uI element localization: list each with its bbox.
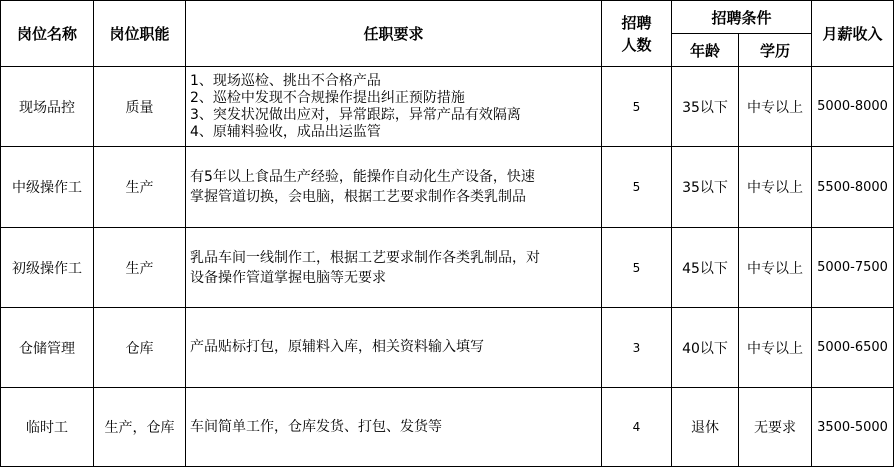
cell-salary: 5500-8000: [812, 147, 894, 228]
cell-requirements: [186, 308, 602, 388]
requirement-line: 2、巡检中发现不合规操作提出纠正预防措施: [190, 89, 465, 106]
requirement-line: 车间简单工作，仓库发货、打包、发货等: [190, 418, 442, 435]
requirement-line: 有5年以上食品生产经验，能操作自动化生产设备，快速: [190, 169, 535, 185]
header-position-name: 岗位名称: [1, 1, 94, 67]
cell-age: 退休: [672, 388, 739, 467]
header-education: 学历: [739, 34, 812, 67]
requirement-line: 1、现场巡检、挑出不合格产品: [190, 72, 381, 89]
cell-requirements: [186, 67, 602, 147]
requirement-line: 4、原辅料验收，成品出运监管: [190, 123, 381, 140]
cell-headcount: 5: [602, 228, 672, 308]
header-requirements: 任职要求: [186, 1, 602, 67]
requirement-line: 乳品车间一线制作工，根据工艺要求制作各类乳制品，对: [190, 249, 540, 266]
header-salary: 月薪收入: [812, 1, 894, 67]
cell-education: 中专以上: [739, 67, 812, 147]
cell-age: 35以下: [672, 67, 739, 147]
cell-headcount: 4: [602, 388, 672, 467]
cell-position-function: 生产: [94, 147, 186, 228]
cell-position-name: 初级操作工: [1, 228, 94, 308]
requirement-line: 产品贴标打包，原辅料入库，相关资料输入填写: [190, 339, 484, 355]
cell-salary: 5000-6500: [812, 308, 894, 388]
cell-requirements: [186, 147, 602, 228]
requirement-line: 掌握管道切换，会电脑，根据工艺要求制作各类乳制品: [190, 189, 526, 205]
cell-headcount: 3: [602, 308, 672, 388]
header-row: [1, 1, 894, 34]
header-headcount: [602, 1, 672, 67]
cell-position-name: 临时工: [1, 388, 94, 467]
header-headcount-text: 招聘人数: [621, 13, 652, 54]
cell-salary: 5000-8000: [812, 67, 894, 147]
cell-headcount: 5: [602, 67, 672, 147]
cell-position-function: 生产，仓库: [94, 388, 186, 467]
cell-age: 40以下: [672, 308, 739, 388]
cell-position-function: 质量: [94, 67, 186, 147]
header-conditions: 招聘条件: [672, 1, 812, 34]
table-row: [1, 388, 894, 467]
cell-requirements: [186, 388, 602, 467]
header-position-function: 岗位职能: [94, 1, 186, 67]
cell-salary: 5000-7500: [812, 228, 894, 308]
table-row: [1, 228, 894, 308]
requirement-line: 3、突发状况做出应对，异常跟踪，异常产品有效隔离: [190, 106, 521, 123]
cell-position-function: 生产: [94, 228, 186, 308]
header-age: 年龄: [672, 34, 739, 67]
cell-education: 中专以上: [739, 308, 812, 388]
cell-age: 35以下: [672, 147, 739, 228]
cell-education: 中专以上: [739, 228, 812, 308]
cell-education: 中专以上: [739, 147, 812, 228]
cell-requirements: [186, 228, 602, 308]
table-row: [1, 308, 894, 388]
cell-salary: 3500-5000: [812, 388, 894, 467]
cell-position-name: 仓储管理: [1, 308, 94, 388]
cell-position-function: 仓库: [94, 308, 186, 388]
cell-position-name: 中级操作工: [1, 147, 94, 228]
cell-age: 45以下: [672, 228, 739, 308]
cell-education: 无要求: [739, 388, 812, 467]
requirement-line: 设备操作管道掌握电脑等无要求: [190, 269, 386, 286]
table-row: [1, 67, 894, 147]
table-row: [1, 147, 894, 228]
cell-position-name: 现场品控: [1, 67, 94, 147]
cell-headcount: 5: [602, 147, 672, 228]
